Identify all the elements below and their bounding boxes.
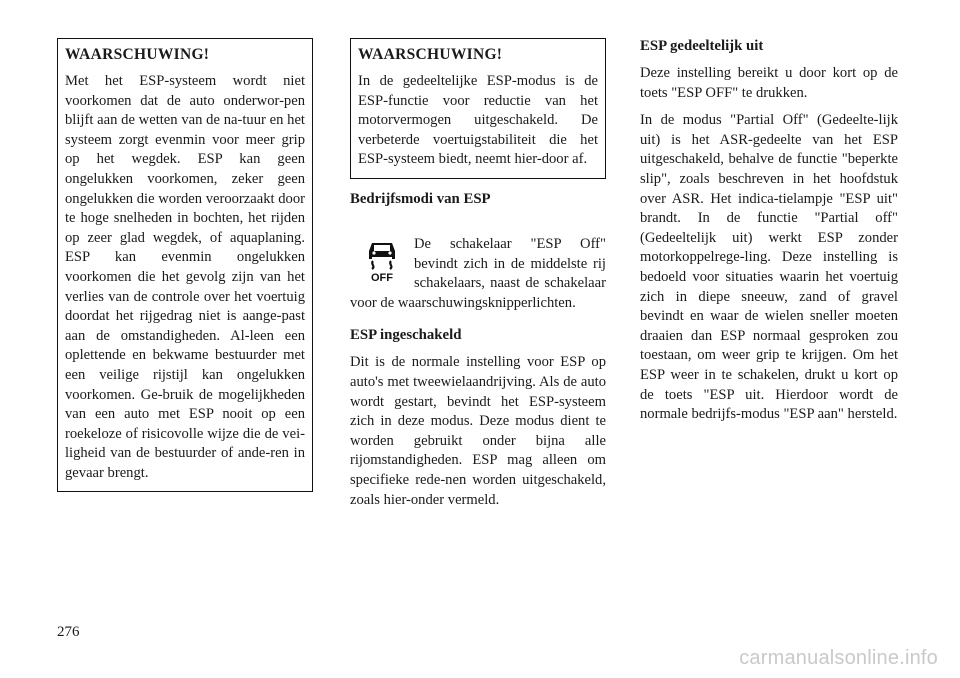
esp-switch-text: De schakelaar "ESP Off" bevindt zich in de middelste rij schakelaars, naast de schakelaar voor de waarschuwingsknipperlichten. (350, 235, 606, 311)
warning-text: Met het ESP-systeem wordt niet voorkomen dat de auto onderwor-pen blijft aan de wetten van de na-tuur en het systeem zorgt evenmin voor meer grip op het wegdek. ESP kan geen ongelukken voorkomen, zeker geen ongelukken die worden veroorzaakt door te hoge snelheden in bochten, het rijden op zeer glad wegdek, of aquaplaning. ESP kan evenmin ongelukken voorkomen die het gevolg zijn van het verlies van de controle over het voertuig doordat het rijgedrag niet is aange-past aan de omstandigheden. Al-leen een oplettende en bekwame bestuurder met een veilige rijstijl kan ongelukken voorkomen. Ge-bruik de mogelijkheden van een auto met ESP nooit op een roekeloze of risicovolle wijze die de vei-ligheid van de bestuurder of ande-ren in gevaar brengt. (65, 73, 305, 481)
partial-off-text-2: In de modus "Partial Off" (Gedeelte-lijk uit) is het ASR-gedeelte van het ESP uitgeschakeld, behalve de functie "beperkte slip", zoals beschreven in het hoofdstuk over ASR. Het indica-tielampje "ESP uit" brandt. In de functie "Partial off" (Gedeeltelijk uit) werkt ESP zonder motorkoppelrege-ling. Deze instelling is bedoeld voor situaties waarin het voertuig zich in diepe sneeuw, zand of gravel bevindt en waar de wielen sneller moeten draaien dan ESP normaal gesproken zou toestaan, om weer grip te krijgen. Om het ESP weer in te schakelen, drukt u kort op de toets "ESP uit. Hierdoor wordt de normale bedrijfs-modus "ESP aan" hersteld. (640, 112, 898, 423)
section-heading-esp-modes: Bedrijfsmodi van ESP (350, 190, 491, 207)
partial-off-text-1: Deze instelling bereikt u door kort op de toets "ESP OFF" te drukken. (640, 65, 898, 101)
section-heading-esp-on: ESP ingeschakeld (350, 327, 462, 344)
esp-on-text: Dit is de normale instelling voor ESP op auto's met tweewielaandrijving. Als de auto wordt gestart, bevindt het ESP-systeem zich in deze modus. Deze modus dient te worden gebruikt onder bijna alle rijomstandigheden. ESP mag alleen om specifieke rede-nen worden uitgeschakeld, zoals hier-onder vermeld. (350, 354, 606, 508)
warning-box-esp-limits (57, 38, 313, 492)
warning-title: WAARSCHUWING! (358, 46, 503, 63)
esp-switch-description (350, 235, 606, 313)
warning-text: In de gedeeltelijke ESP-modus is de ESP-functie voor reductie van het motorvermogen uitgeschakeld. De verbeterde voertuigstabiliteit die het ESP-systeem biedt, neemt hier-door af. (358, 73, 598, 168)
esp-off-icon (362, 237, 402, 283)
column-left (57, 0, 313, 492)
column-right (640, 0, 898, 425)
column-middle (350, 0, 606, 510)
watermark: carmanualsonline.info (739, 647, 938, 669)
page-number: 276 (57, 624, 80, 640)
warning-title: WAARSCHUWING! (65, 46, 210, 63)
warning-box-partial-mode (350, 38, 606, 179)
esp-off-icon-label: OFF (371, 271, 393, 283)
section-heading-esp-partial-off: ESP gedeeltelijk uit (640, 38, 764, 54)
